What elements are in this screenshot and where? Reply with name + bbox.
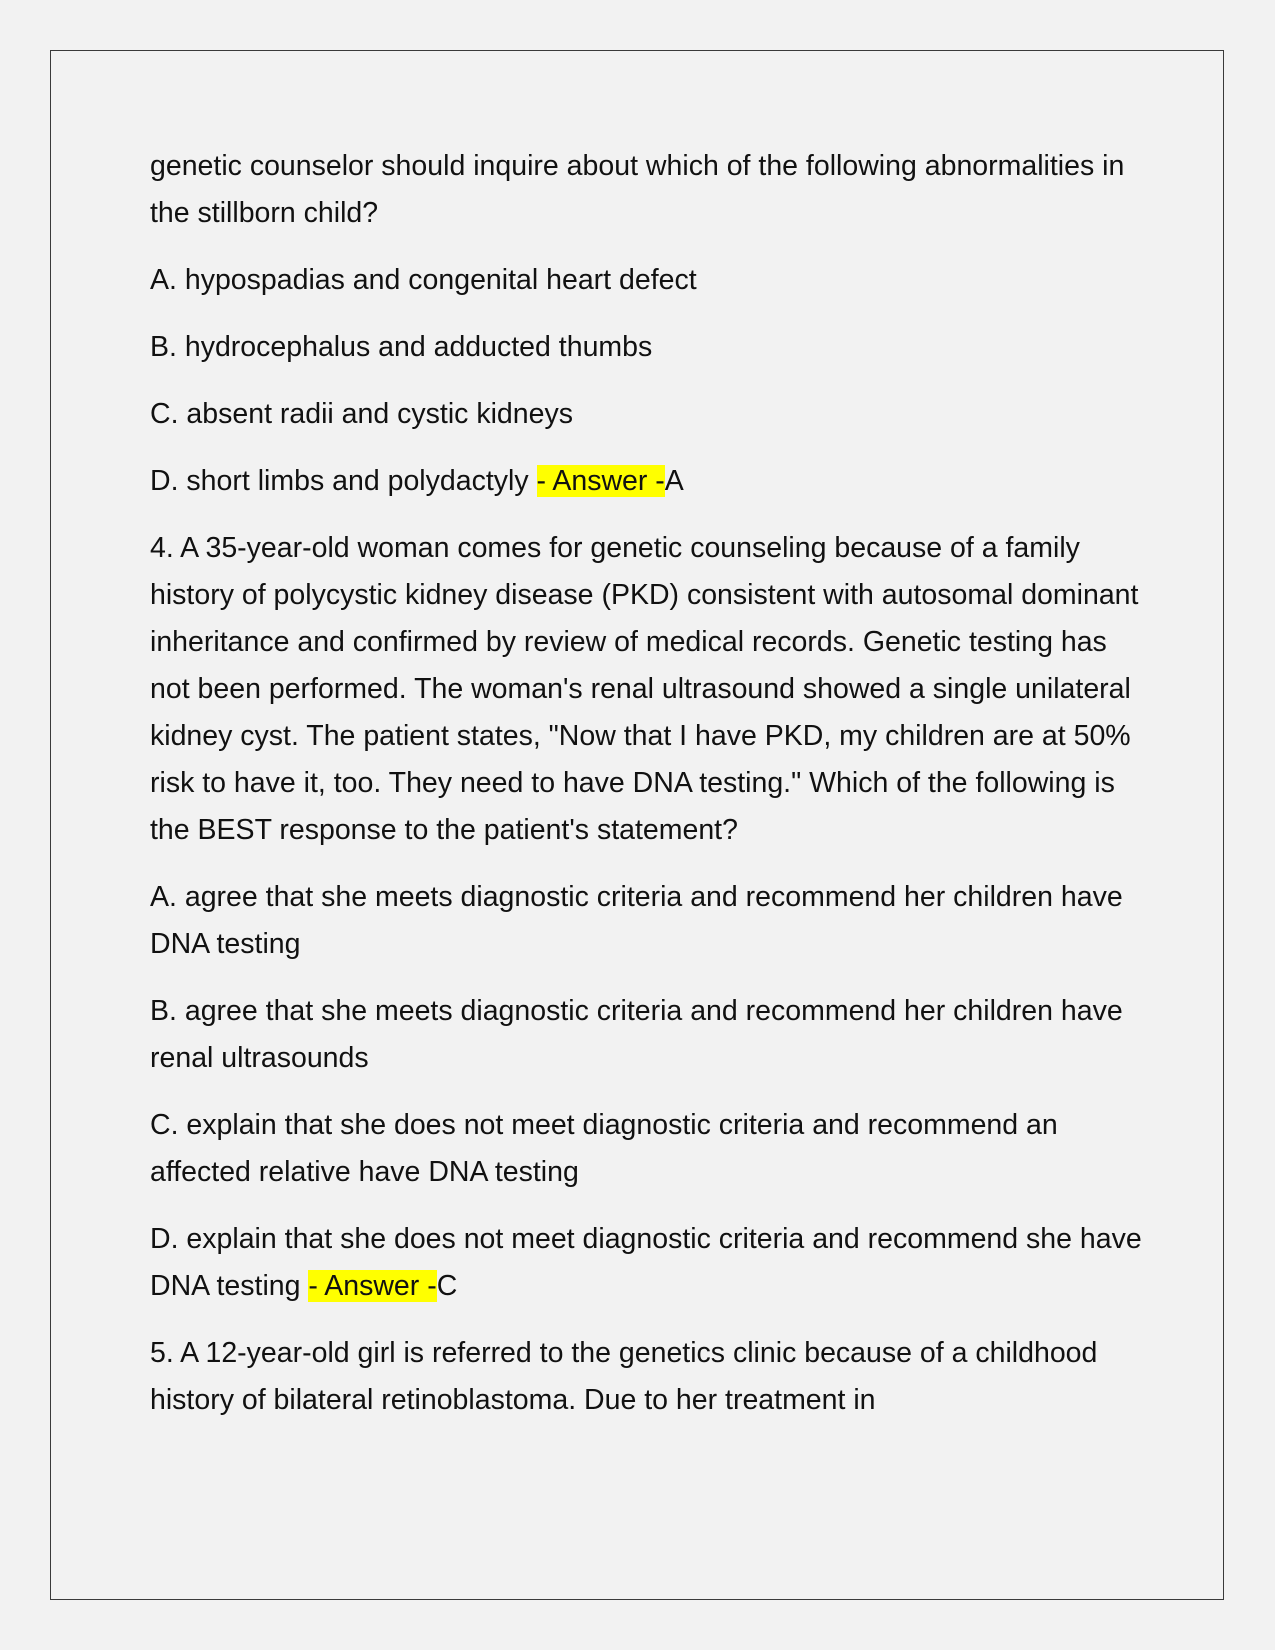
answer-letter: A [664, 465, 684, 497]
document-body [150, 143, 1150, 1444]
question-4-option-c: C. explain that she does not meet diagnostic criteria and recommend an affected relative have DNA testing [150, 1109, 1058, 1188]
question-3-option-a: A. hypospadias and congenital heart defect [150, 264, 697, 296]
answer-marker-highlight: - Answer - [308, 1270, 437, 1302]
answer-marker-highlight: - Answer - [536, 465, 665, 497]
answer-letter: C [436, 1270, 458, 1302]
question-4-option-b: B. agree that she meets diagnostic criteria and recommend her children have renal ultrasounds [150, 995, 1123, 1074]
question-4-stem: 4. A 35-year-old woman comes for genetic counseling because of a family history of polycystic kidney disease (PKD) consistent with autosomal dominant inheritance and confirmed by review of medical records. Genetic testing has not been performed. The woman's renal ultrasound showed a single unilateral kidney cyst. The patient states, "Now that I have PKD, my children are at 50% risk to have it, too. They need to have DNA testing." Which of the following is the BEST response to the patient's statement? [150, 532, 1139, 846]
question-3-stem-continued: genetic counselor should inquire about which of the following abnormalities in the stillborn child? [150, 150, 1125, 229]
question-3-option-b: B. hydrocephalus and adducted thumbs [150, 331, 653, 363]
option-d-text: D. explain that she does not meet diagnostic criteria and recommend she have DNA testing [150, 1223, 1142, 1302]
question-4-option-d [150, 1216, 1150, 1310]
question-5-stem: 5. A 12-year-old girl is referred to the genetics clinic because of a childhood history of bilateral retinoblastoma. Due to her treatment in [150, 1337, 1098, 1416]
question-3-option-c: C. absent radii and cystic kidneys [150, 398, 573, 430]
question-3-option-d [150, 458, 1150, 505]
question-4-option-a: A. agree that she meets diagnostic criteria and recommend her children have DNA testing [150, 881, 1123, 960]
option-d-text: D. short limbs and polydactyly [150, 465, 537, 497]
